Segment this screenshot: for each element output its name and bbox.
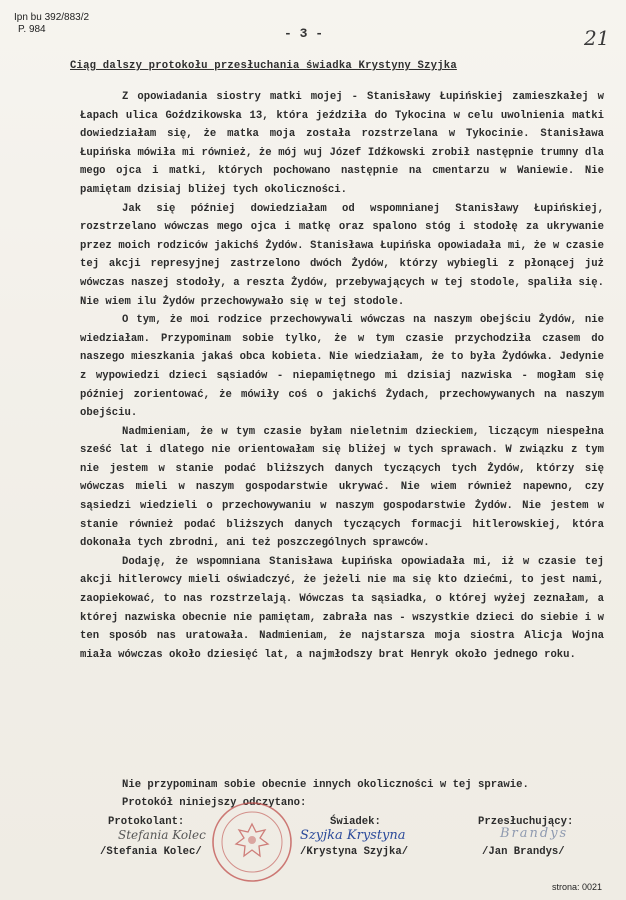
clerk-signature: Stefania Kolec [118, 828, 206, 842]
paragraph: Jak się później dowiedziałam od wspomnianej Stanisławy Łupińskiej, rozstrzelano wówczas mego ojca i matkę oraz spalono stóg i stodołę za ukrywanie przez moich rodziców jakichś Żydów. Stanisława Łupińska opowiadała mi, że w czasie tej akcji represyjnej zastrzelono dwóch Żydów, którzy wybiegli z płonącej już wówczas naszej stodoły, a reszta Żydów, przebywających w tej stodole, spaliła się. Nie wiem ilu Żydów przechowywało się w tej stodole. [80, 202, 604, 308]
closing-statements [80, 776, 610, 812]
witness-name: /Krystyna Szyjka/ [300, 846, 409, 858]
closing-line: Nie przypominam sobie obecnie innych okoliczności w tej sprawie. [122, 779, 529, 791]
paragraph: O tym, że moi rodzice przechowywali wówczas na naszym obejściu Żydów, nie wiedziałam. Przypominam sobie tylko, że w tym czasie przychodziła czasem do naszego mieszkania jakaś obca kobieta. Nie wiedziałam, że to była Żydówka. Jedynie z wypowiedzi dzieci sąsiadów - niepamiętnego mi dzisiaj nazwiska - mogłam się później zorientować, że mówiły coś o jakichś Żydach, przechowywanych na naszym obejściu. [80, 314, 604, 420]
testimony-body [80, 88, 604, 664]
interrogator-role: Przesłuchujący: [478, 816, 574, 828]
clerk-name: /Stefania Kolec/ [100, 846, 202, 858]
witness-signature: Szyjka Krystyna [300, 828, 406, 843]
document-heading: Ciąg dalszy protokołu przesłuchania świadka Krystyny Szyjka [70, 60, 457, 72]
archive-ref-line: Ipn bu 392/883/2 [14, 12, 90, 23]
handwritten-page-number: 21 [584, 26, 610, 50]
closing-line: Protokół niniejszy odczytano: [122, 797, 307, 809]
paragraph: Nadmieniam, że w tym czasie byłam nieletnim dzieckiem, liczącym niespełna sześć lat i dlatego nie orientowałam się bliżej w tych sprawach. W związku z tym nie jestem w stanie podać bliższych danych tyczących tych Żydów, którzy się wówczas mieli w naszym gospodarstwie ukrywać. Nie wiem również napewno, czy sąsiedzi wiedzieli o przechowywaniu w naszym gospodarstwie Żydów. Nie jestem w stanie również podać bliższych danych tyczących formacji hitlerowskiej, która dokonała tych zbrodni, ani też poszczególnych sprawców. [80, 425, 604, 550]
official-stamp-icon [210, 800, 294, 884]
archive-reference [14, 12, 89, 36]
interrogator-name: /Jan Brandys/ [482, 846, 565, 858]
archive-ref-line: P. 984 [18, 24, 46, 35]
page-number: - 3 - [284, 26, 324, 41]
paragraph: Dodaję, że wspomniana Stanisława Łupińska opowiadała mi, iż w czasie tej akcji hitlerowcy mieli oświadczyć, że jeżeli nie ma się kto dziećmi, to jest nami, zaopiekować, to nas rozstrzelają. Wówczas ta sąsiadka, o której wyżej zeznałam, a której nazwiska obecnie nie pamiętam, zabrała nas - wszystkie dzieci do siebie i w ten sposób nas uratowała. Nadmieniam, że najstarsza moja siostra Alicja Wojna miała wówczas około dziesięć lat, a najmłodszy brat Henryk około jednego roku. [80, 555, 604, 661]
page-footer: strona: 0021 [552, 882, 603, 892]
interrogator-signature: Brandys [500, 826, 569, 841]
paragraph: Z opowiadania siostry matki mojej - Stanisławy Łupińskiej zamieszkałej w Łapach ulica Goździkowska 13, która jeździła do Tykocina w celu uwolnienia matki dowiedziałam się, że matka moja została rozstrzelana w Tykocinie. Stanisława Łupińska mówiła mi również, że mój wuj Józef Idźkowski zrobił następnie trumny dla mego ojca i matki, których pochowano następnie na cmentarzu w Waniewie. Nie pamiętam dzisiaj bliżej tych okoliczności. [80, 91, 604, 196]
witness-role: Świadek: [330, 816, 381, 828]
clerk-role: Protokolant: [108, 816, 185, 828]
